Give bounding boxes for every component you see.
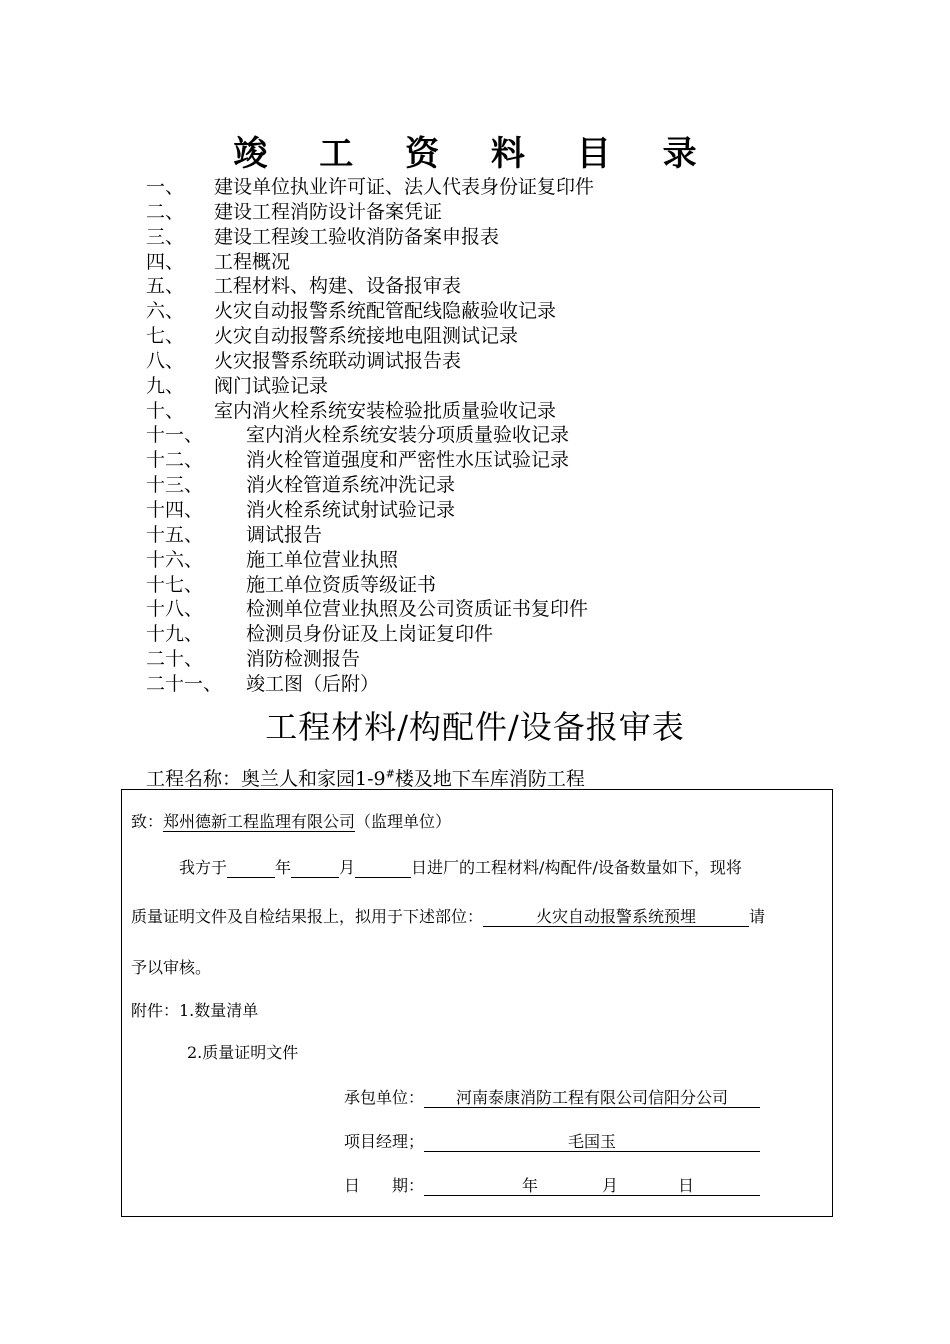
- toc-item-text: 工程概况: [214, 250, 291, 273]
- toc-item-number: 十五、: [146, 523, 204, 546]
- toc-item-number: 四、: [146, 250, 185, 273]
- toc-item-text: 建设单位执业许可证、法人代表身份证复印件: [214, 176, 595, 198]
- toc-item-number: 五、: [146, 275, 185, 298]
- toc-item-number: 七、: [146, 325, 185, 348]
- toc-item-number: 六、: [146, 300, 185, 323]
- paragraph-line-1: [179, 858, 742, 878]
- toc-item-text: 消火栓系统试射试验记录: [246, 498, 456, 521]
- to-company: 郑州德新工程监理有限公司: [163, 812, 356, 831]
- para2-text-a: 质量证明文件及自检结果报上，拟用于下述部位：: [131, 907, 484, 926]
- date-line: [344, 1176, 760, 1196]
- date-year: 年: [522, 1176, 539, 1195]
- paragraph-line-2: [131, 907, 765, 927]
- toc-item-number: 十一、: [146, 424, 204, 447]
- toc-item-text: 竣工图（后附）: [246, 672, 380, 695]
- date-field[interactable]: [424, 1176, 760, 1196]
- project-suffix: 楼及地下车库消防工程: [394, 768, 585, 790]
- para2-text-b: 请: [749, 907, 766, 926]
- date-day: 日: [678, 1176, 695, 1195]
- para1-text-b: 日进厂的工程材料/构配件/设备数量如下，现将: [411, 858, 742, 877]
- toc-item-number: 二、: [146, 200, 185, 223]
- toc-item-number: 三、: [146, 225, 185, 248]
- toc-item-number: 一、: [146, 176, 185, 198]
- toc-item-number: 十八、: [146, 598, 204, 621]
- project-name: 奥兰人和家园1-9: [241, 768, 386, 790]
- project-name-line: [146, 764, 585, 791]
- toc-item-number: 十、: [146, 399, 185, 422]
- manager-line: [344, 1132, 760, 1152]
- contractor-line: [344, 1088, 760, 1108]
- usage-location: 火灾自动报警系统预埋: [483, 907, 749, 927]
- toc-item-number: 八、: [146, 349, 185, 372]
- toc-item-text: 火灾报警系统联动调试报告表: [214, 349, 462, 372]
- toc-item-text: 室内消火栓系统安装检验批质量验收记录: [214, 399, 557, 422]
- toc-item-number: 十九、: [146, 623, 204, 646]
- paragraph-line-3: 予以审核。: [131, 958, 212, 977]
- project-superscript: #: [385, 767, 395, 781]
- addressee-line: [131, 812, 451, 832]
- date-month: 月: [602, 1176, 619, 1195]
- toc-item-text: 建设工程竣工验收消防备案申报表: [214, 225, 500, 248]
- toc-item-text: 检测单位营业执照及公司资质证书复印件: [246, 598, 589, 621]
- blank-day[interactable]: [355, 858, 411, 878]
- toc-item-number: 二十一、: [146, 672, 223, 695]
- toc-item-number: 十三、: [146, 474, 204, 497]
- toc-item-text: 火灾自动报警系统配管配线隐蔽验收记录: [214, 300, 557, 323]
- manager-label: 项目经理；: [344, 1132, 425, 1151]
- para1-year: 年: [275, 858, 292, 877]
- toc-item-number: 二十、: [146, 648, 204, 671]
- to-label: 致：: [131, 812, 164, 831]
- toc-item-text: 检测员身份证及上岗证复印件: [246, 623, 494, 646]
- toc-item-text: 施工单位资质等级证书: [246, 573, 437, 596]
- contractor-label: 承包单位：: [344, 1088, 425, 1107]
- para1-text-a: 我方于: [179, 858, 228, 877]
- toc-item-number: 十七、: [146, 573, 204, 596]
- toc-item-text: 室内消火栓系统安装分项质量验收记录: [246, 424, 570, 447]
- date-label: 日 期：: [344, 1176, 425, 1195]
- toc-item-number: 十二、: [146, 449, 204, 472]
- to-suffix: （监理单位）: [355, 812, 452, 831]
- attachment-2: 2.质量证明文件: [187, 1043, 299, 1062]
- para1-month: 月: [339, 858, 356, 877]
- toc-item-text: 施工单位营业执照: [246, 548, 399, 571]
- toc-item-text: 工程材料、构建、设备报审表: [214, 275, 462, 298]
- blank-month[interactable]: [291, 858, 339, 878]
- toc-item-text: 调试报告: [246, 523, 323, 546]
- toc-item-number: 十四、: [146, 498, 204, 521]
- attachment-1: 附件：1.数量清单: [131, 1001, 259, 1020]
- project-label: 工程名称：: [146, 768, 242, 790]
- toc-item-text: 建设工程消防设计备案凭证: [214, 200, 443, 223]
- toc-item-text: 消火栓管道系统冲洗记录: [246, 474, 456, 497]
- contractor-name: 河南泰康消防工程有限公司信阳分公司: [424, 1088, 760, 1108]
- approval-form-box: [121, 789, 833, 1217]
- toc-item-number: 九、: [146, 374, 185, 397]
- form-title: 工程材料/构配件/设备报审表: [265, 708, 685, 746]
- document-title: 竣 工 资 料 目 录: [233, 134, 717, 174]
- toc-item-text: 阀门试验记录: [214, 374, 329, 397]
- toc-item-text: 消防检测报告: [246, 648, 361, 671]
- toc-item-number: 十六、: [146, 548, 204, 571]
- toc-item-text: 消火栓管道强度和严密性水压试验记录: [246, 449, 570, 472]
- toc-item-text: 火灾自动报警系统接地电阻测试记录: [214, 325, 519, 348]
- manager-name: 毛国玉: [424, 1132, 760, 1152]
- blank-year[interactable]: [227, 858, 275, 878]
